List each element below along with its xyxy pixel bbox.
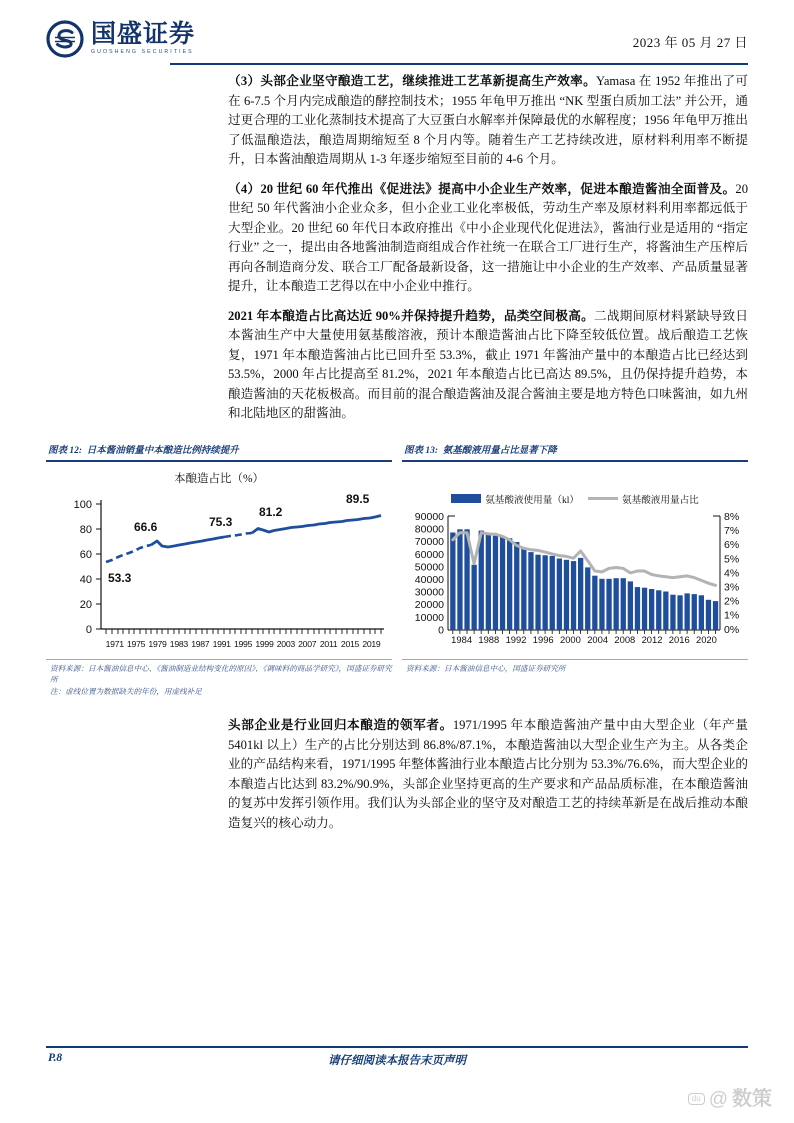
figure-12-x-label: 2019 bbox=[362, 638, 381, 649]
figure-12-title: 日本酱油销量中本酿造比例持续提升 bbox=[86, 446, 239, 456]
figure-12-y-ticks bbox=[74, 499, 92, 636]
paragraph-4-lead: 头部企业是行业回归本酿造的领军者。 bbox=[228, 718, 453, 732]
svg-text:70000: 70000 bbox=[414, 535, 444, 548]
svg-text:100: 100 bbox=[73, 498, 92, 511]
logo-name-en: GUOSHENG SECURITIES bbox=[91, 49, 194, 56]
paragraph-2 bbox=[228, 180, 748, 297]
svg-text:0: 0 bbox=[85, 623, 92, 636]
figure-12-x-label: 1971 bbox=[105, 638, 124, 649]
svg-text:5%: 5% bbox=[724, 552, 740, 565]
paragraph-3-text: 二战期间原材料紧缺导致日本酱油生产中大量使用氨基酸溶液，预计本酿造酱油占比下降至较低位置。战后酿造工艺恢复，1971 年本酿造酱油占比已回升至 53.3%，截止 1971 年酱油产量中的本酿造占比已经达到 53.5%，2000 年占比提高至 81.2%，2021 年本酿造占比已高达 89.5%，且仍保持提升趋势，本酿造酱油的天花板极高。而目前的混合酿造酱油及混合酱油主要是地方特色口味酱油，如九州和北陆地区的甜酱油。 bbox=[228, 308, 749, 420]
figure-13-x-label: 2004 bbox=[587, 633, 609, 645]
figure-13-title: 氨基酸液用量占比显著下降 bbox=[442, 446, 557, 456]
figure-13-label: 图表 13: bbox=[404, 446, 439, 456]
logo-text bbox=[91, 22, 195, 55]
figure-12-x-label: 1975 bbox=[127, 638, 146, 649]
figure-13-ratio-line bbox=[453, 532, 716, 585]
svg-text:2%: 2% bbox=[724, 595, 740, 608]
company-logo bbox=[46, 20, 195, 58]
figure-13-x-label: 2008 bbox=[614, 633, 636, 645]
figure-12-x-label: 1983 bbox=[169, 638, 188, 649]
legend-line-label: 氨基酸液用量占比 bbox=[622, 494, 699, 506]
svg-text:20: 20 bbox=[79, 598, 92, 611]
figure-13-caption bbox=[402, 440, 748, 460]
figure-12-x-label: 1999 bbox=[255, 638, 274, 649]
svg-text:6%: 6% bbox=[724, 538, 740, 551]
figure-13-x-label: 2012 bbox=[641, 633, 663, 645]
page-number: P.8 bbox=[48, 1052, 63, 1064]
figure-13-x-label: 1988 bbox=[478, 633, 500, 645]
legend-item-line bbox=[588, 492, 699, 506]
figure-12 bbox=[46, 440, 392, 697]
figure-13-x-labels bbox=[448, 634, 720, 645]
svg-text:30000: 30000 bbox=[414, 586, 444, 599]
svg-text:53.3: 53.3 bbox=[108, 570, 132, 585]
figure-13-x-label: 1984 bbox=[451, 633, 473, 645]
svg-text:40: 40 bbox=[79, 573, 92, 586]
svg-text:3%: 3% bbox=[724, 581, 740, 594]
paragraph-1 bbox=[228, 72, 748, 170]
paragraph-4 bbox=[228, 716, 748, 833]
figure-12-series-dashed-b bbox=[224, 533, 252, 537]
article-body bbox=[228, 72, 748, 434]
figure-13-x-label: 1996 bbox=[532, 633, 554, 645]
figure-13-y-ticks-right bbox=[724, 511, 739, 636]
figure-12-x-label: 2011 bbox=[319, 638, 338, 649]
figure-12-label: 图表 12: bbox=[48, 446, 83, 456]
figure-12-x-label: 1991 bbox=[212, 638, 231, 649]
figure-12-x-label: 1979 bbox=[148, 638, 167, 649]
figure-12-x-label: 2003 bbox=[276, 638, 295, 649]
figure-13-bars bbox=[450, 529, 718, 630]
svg-text:50000: 50000 bbox=[414, 560, 444, 573]
paragraph-2-text: 20 世纪 50 年代酱油小企业众多，但小企业工业化率极低，劳动生产率及原材料利用率都远低于大型企业。20 世纪 60 年代日本政府推出《中小企业现代化促进法》，酱油行业是适用的 “指定行业” 之一，提出由各地酱油制造商组成合作社统一在联合工厂进行生产，将酱油生产压榨后再向各制造商分发、联合工厂配备最新设备，这一措施让中小企业的生产效率、产品质量显著提升，让本酿造工艺得以在中小企业中推行。 bbox=[228, 181, 748, 293]
svg-text:20000: 20000 bbox=[414, 598, 444, 611]
figure-12-x-ticks bbox=[106, 629, 381, 634]
page-header bbox=[0, 0, 794, 68]
svg-text:40000: 40000 bbox=[414, 573, 444, 586]
figure-12-series-solid-a bbox=[151, 537, 224, 547]
figure-12-plot-area bbox=[46, 462, 392, 657]
figure-12-caption bbox=[46, 440, 392, 460]
svg-text:89.5: 89.5 bbox=[346, 491, 370, 506]
figure-13-plot-area bbox=[402, 462, 748, 657]
paragraph-1-text: Yamasa 在 1952 年推出了可在 6-7.5 个月内完成酿造的酵控制技术；1955 年龟甲万推出 “NK 型蛋白质加工法” 并公开，通过更合理的工业化蒸制技术提高了大豆蛋白水解率并保障最优的水解程度；1956 年龟甲万推出了低温酿造法，酿造周期缩短至 8 个月内等。随着生产工艺持续改进，原材料利用率不断提升，日本酱油酿造周期从 1-3 年逐步缩短至目前的 4-6 个月。 bbox=[228, 74, 748, 166]
svg-text:80: 80 bbox=[79, 523, 92, 536]
svg-text:81.2: 81.2 bbox=[259, 504, 283, 519]
figure-12-note: 注：虚线位置为数据缺失的年份，用虚线补足 bbox=[50, 686, 202, 696]
figure-12-x-label: 1995 bbox=[233, 638, 253, 649]
svg-text:80000: 80000 bbox=[414, 523, 444, 536]
figure-12-x-label: 2015 bbox=[340, 638, 360, 649]
watermark-badge-icon: du bbox=[688, 1093, 705, 1105]
figure-12-data-labels bbox=[108, 492, 370, 585]
svg-text:90000: 90000 bbox=[414, 510, 444, 523]
header-divider bbox=[170, 63, 748, 65]
paragraph-3-lead: 2021 年本酿造占比高达近 90%并保持提升趋势，品类空间极高。 bbox=[228, 308, 594, 323]
figure-13-x-label: 2016 bbox=[668, 633, 690, 645]
legend-bar-label: 氨基酸液使用量（kl） bbox=[485, 494, 580, 506]
figure-12-svg bbox=[46, 486, 392, 646]
svg-text:4%: 4% bbox=[724, 566, 740, 579]
figure-13-legend bbox=[402, 492, 748, 506]
paragraph-1-lead: （3）头部企业坚守酿造工艺，继续推进工艺革新提高生产效率。 bbox=[228, 74, 596, 88]
svg-text:60000: 60000 bbox=[414, 548, 444, 561]
figure-13-y-ticks-left bbox=[415, 511, 444, 636]
legend-item-bar bbox=[451, 492, 579, 506]
svg-text:0: 0 bbox=[438, 623, 444, 636]
svg-text:8%: 8% bbox=[724, 510, 740, 523]
svg-text:0%: 0% bbox=[724, 623, 740, 636]
figure-13-x-label: 2020 bbox=[696, 633, 717, 645]
figure-12-x-label: 2007 bbox=[298, 638, 317, 649]
figure-12-source: 资料来源：日本酱油信息中心、《酱油制造业结构变化的原因》、《调味料的商品学研究》，国盛证券研究所 bbox=[50, 663, 392, 685]
figure-12-x-labels bbox=[104, 639, 382, 649]
figure-12-x-label: 1987 bbox=[191, 638, 210, 649]
figures-row bbox=[46, 440, 748, 697]
paragraph-2-lead: （4）20 世纪 60 年代推出《促进法》提高中小企业生产效率，促进本酿造酱油全面普及。 bbox=[228, 181, 736, 196]
legend-bar-swatch-icon bbox=[451, 494, 481, 503]
guosheng-emblem-icon bbox=[46, 20, 84, 58]
paragraph-3 bbox=[228, 307, 748, 424]
figure-13-svg bbox=[402, 506, 748, 646]
watermark bbox=[688, 1089, 772, 1109]
report-date: 2023 年 05 月 27 日 bbox=[632, 35, 748, 50]
figure-12-chart-title: 本酿造占比（%） bbox=[173, 472, 265, 485]
article-body-lower bbox=[228, 716, 748, 843]
svg-text:1%: 1% bbox=[724, 609, 740, 622]
logo-name-cn: 国盛证券 bbox=[91, 21, 196, 49]
figure-12-series-dashed-a bbox=[106, 545, 151, 562]
figure-13-x-label: 2000 bbox=[559, 633, 581, 645]
watermark-at-icon: @ bbox=[708, 1088, 728, 1110]
svg-text:60: 60 bbox=[79, 548, 92, 561]
figure-13-x-label: 1992 bbox=[505, 633, 527, 645]
svg-text:66.6: 66.6 bbox=[134, 519, 158, 534]
footer-divider bbox=[46, 1046, 748, 1048]
paragraph-4-text: 1971/1995 年本酿造酱油产量中由大型企业（年产量 5401kl 以上）生产的占比分别达到 86.8%/87.1%，本酿造酱油以大型企业生产为主。从各类企业的产品结构来看，1971/1995 年整体酱油行业本酿造占比分别为 53.3%/76.6%，而大型企业的本酿造占比达到 83.2%/90.9%，头部企业坚持更高的生产要求和产品品质标准，在本酿造酱油的复苏中发挥引领作用。我们认为头部企业的坚守及对酿造工艺的持续革新是在战后推动本酿造复兴的核心动力。 bbox=[228, 718, 748, 830]
svg-text:7%: 7% bbox=[724, 524, 740, 537]
watermark-label: 数策 bbox=[732, 1088, 772, 1110]
svg-text:10000: 10000 bbox=[414, 611, 444, 624]
legend-line-swatch-icon bbox=[588, 497, 618, 501]
figure-13-source: 资料来源：日本酱油信息中心，国盛证券研究所 bbox=[406, 663, 566, 673]
footer-disclaimer: 请仔细阅读本报告末页声明 bbox=[328, 1055, 466, 1067]
svg-text:75.3: 75.3 bbox=[209, 514, 233, 529]
figure-13 bbox=[402, 440, 748, 697]
